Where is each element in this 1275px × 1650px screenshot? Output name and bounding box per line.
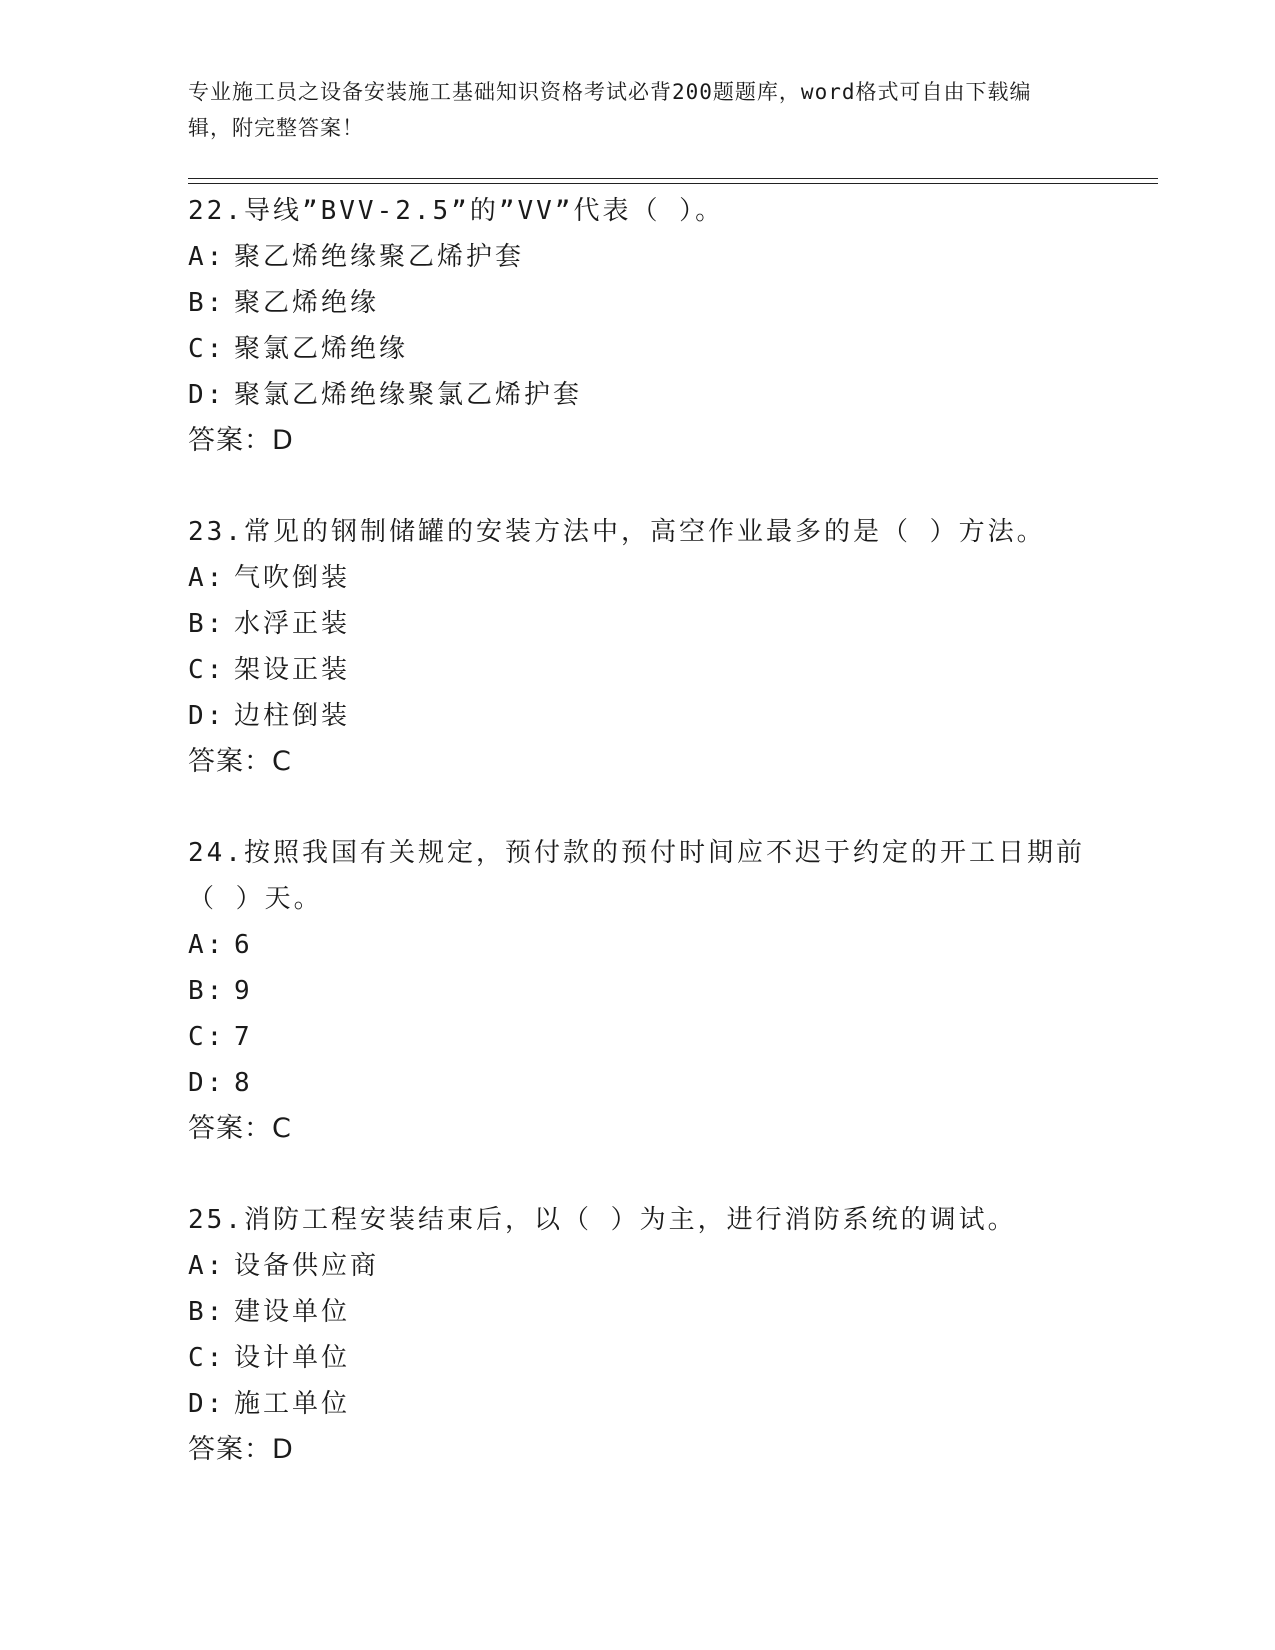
option-a xyxy=(188,555,1088,601)
question-stem: 23.常见的钢制储罐的安装方法中，高空作业最多的是（ ）方法。 xyxy=(188,517,1046,547)
option-letter: D: xyxy=(188,701,226,731)
option-d xyxy=(188,1060,1088,1106)
option-letter: A: xyxy=(188,242,226,272)
question-stem: 25.消防工程安装结束后，以（ ）为主，进行消防系统的调试。 xyxy=(188,1205,1017,1235)
option-c xyxy=(188,1335,1088,1381)
answer-line: 答案：D xyxy=(188,1434,294,1465)
option-b xyxy=(188,968,1088,1014)
header-divider-top xyxy=(188,178,1158,179)
question-23 xyxy=(188,509,1088,785)
option-letter: B: xyxy=(188,288,226,318)
option-c xyxy=(188,1014,1088,1060)
option-letter: C: xyxy=(188,1343,226,1373)
option-b xyxy=(188,280,1088,326)
option-c xyxy=(188,647,1088,693)
option-b xyxy=(188,601,1088,647)
option-d xyxy=(188,372,1088,418)
question-22 xyxy=(188,188,1088,464)
option-text: 聚氯乙烯绝缘 xyxy=(234,334,409,364)
option-text: 施工单位 xyxy=(234,1389,351,1419)
option-letter: C: xyxy=(188,1022,226,1052)
option-letter: D: xyxy=(188,1068,226,1098)
question-stem: 22.导线”BVV-2.5”的”VV”代表（ ）。 xyxy=(188,196,725,226)
option-a xyxy=(188,1243,1088,1289)
option-text: 聚乙烯绝缘 xyxy=(234,288,380,318)
option-text: 气吹倒装 xyxy=(234,563,351,593)
document-header: 专业施工员之设备安装施工基础知识资格考试必背200题题库，word格式可自由下载编辑，附完整答案！ xyxy=(188,80,1032,140)
option-text: 水浮正装 xyxy=(234,609,351,639)
option-text: 聚氯乙烯绝缘聚氯乙烯护套 xyxy=(234,380,583,410)
option-d xyxy=(188,693,1088,739)
option-text: 设计单位 xyxy=(234,1343,351,1373)
option-text: 6 xyxy=(234,930,253,960)
question-24 xyxy=(188,830,1088,1152)
option-text: 8 xyxy=(234,1068,253,1098)
option-letter: B: xyxy=(188,976,226,1006)
option-text: 7 xyxy=(234,1022,253,1052)
option-text: 9 xyxy=(234,976,253,1006)
option-text: 边柱倒装 xyxy=(234,701,351,731)
option-b xyxy=(188,1289,1088,1335)
option-letter: D: xyxy=(188,380,226,410)
option-text: 建设单位 xyxy=(234,1297,351,1327)
header-divider-bottom xyxy=(188,183,1158,184)
option-letter: C: xyxy=(188,334,226,364)
option-letter: C: xyxy=(188,655,226,685)
option-text: 聚乙烯绝缘聚乙烯护套 xyxy=(234,242,525,272)
option-letter: B: xyxy=(188,609,226,639)
option-a xyxy=(188,922,1088,968)
option-d xyxy=(188,1381,1088,1427)
question-stem: 24.按照我国有关规定，预付款的预付时间应不迟于约定的开工日期前（ ）天。 xyxy=(188,838,1085,914)
option-letter: B: xyxy=(188,1297,226,1327)
option-a xyxy=(188,234,1088,280)
option-letter: D: xyxy=(188,1389,226,1419)
option-letter: A: xyxy=(188,1251,226,1281)
answer-line: 答案：D xyxy=(188,425,294,456)
option-letter: A: xyxy=(188,930,226,960)
question-25 xyxy=(188,1197,1088,1473)
answer-line: 答案：C xyxy=(188,1113,292,1144)
option-letter: A: xyxy=(188,563,226,593)
option-text: 架设正装 xyxy=(234,655,351,685)
option-c xyxy=(188,326,1088,372)
answer-line: 答案：C xyxy=(188,746,292,777)
option-text: 设备供应商 xyxy=(234,1251,380,1281)
